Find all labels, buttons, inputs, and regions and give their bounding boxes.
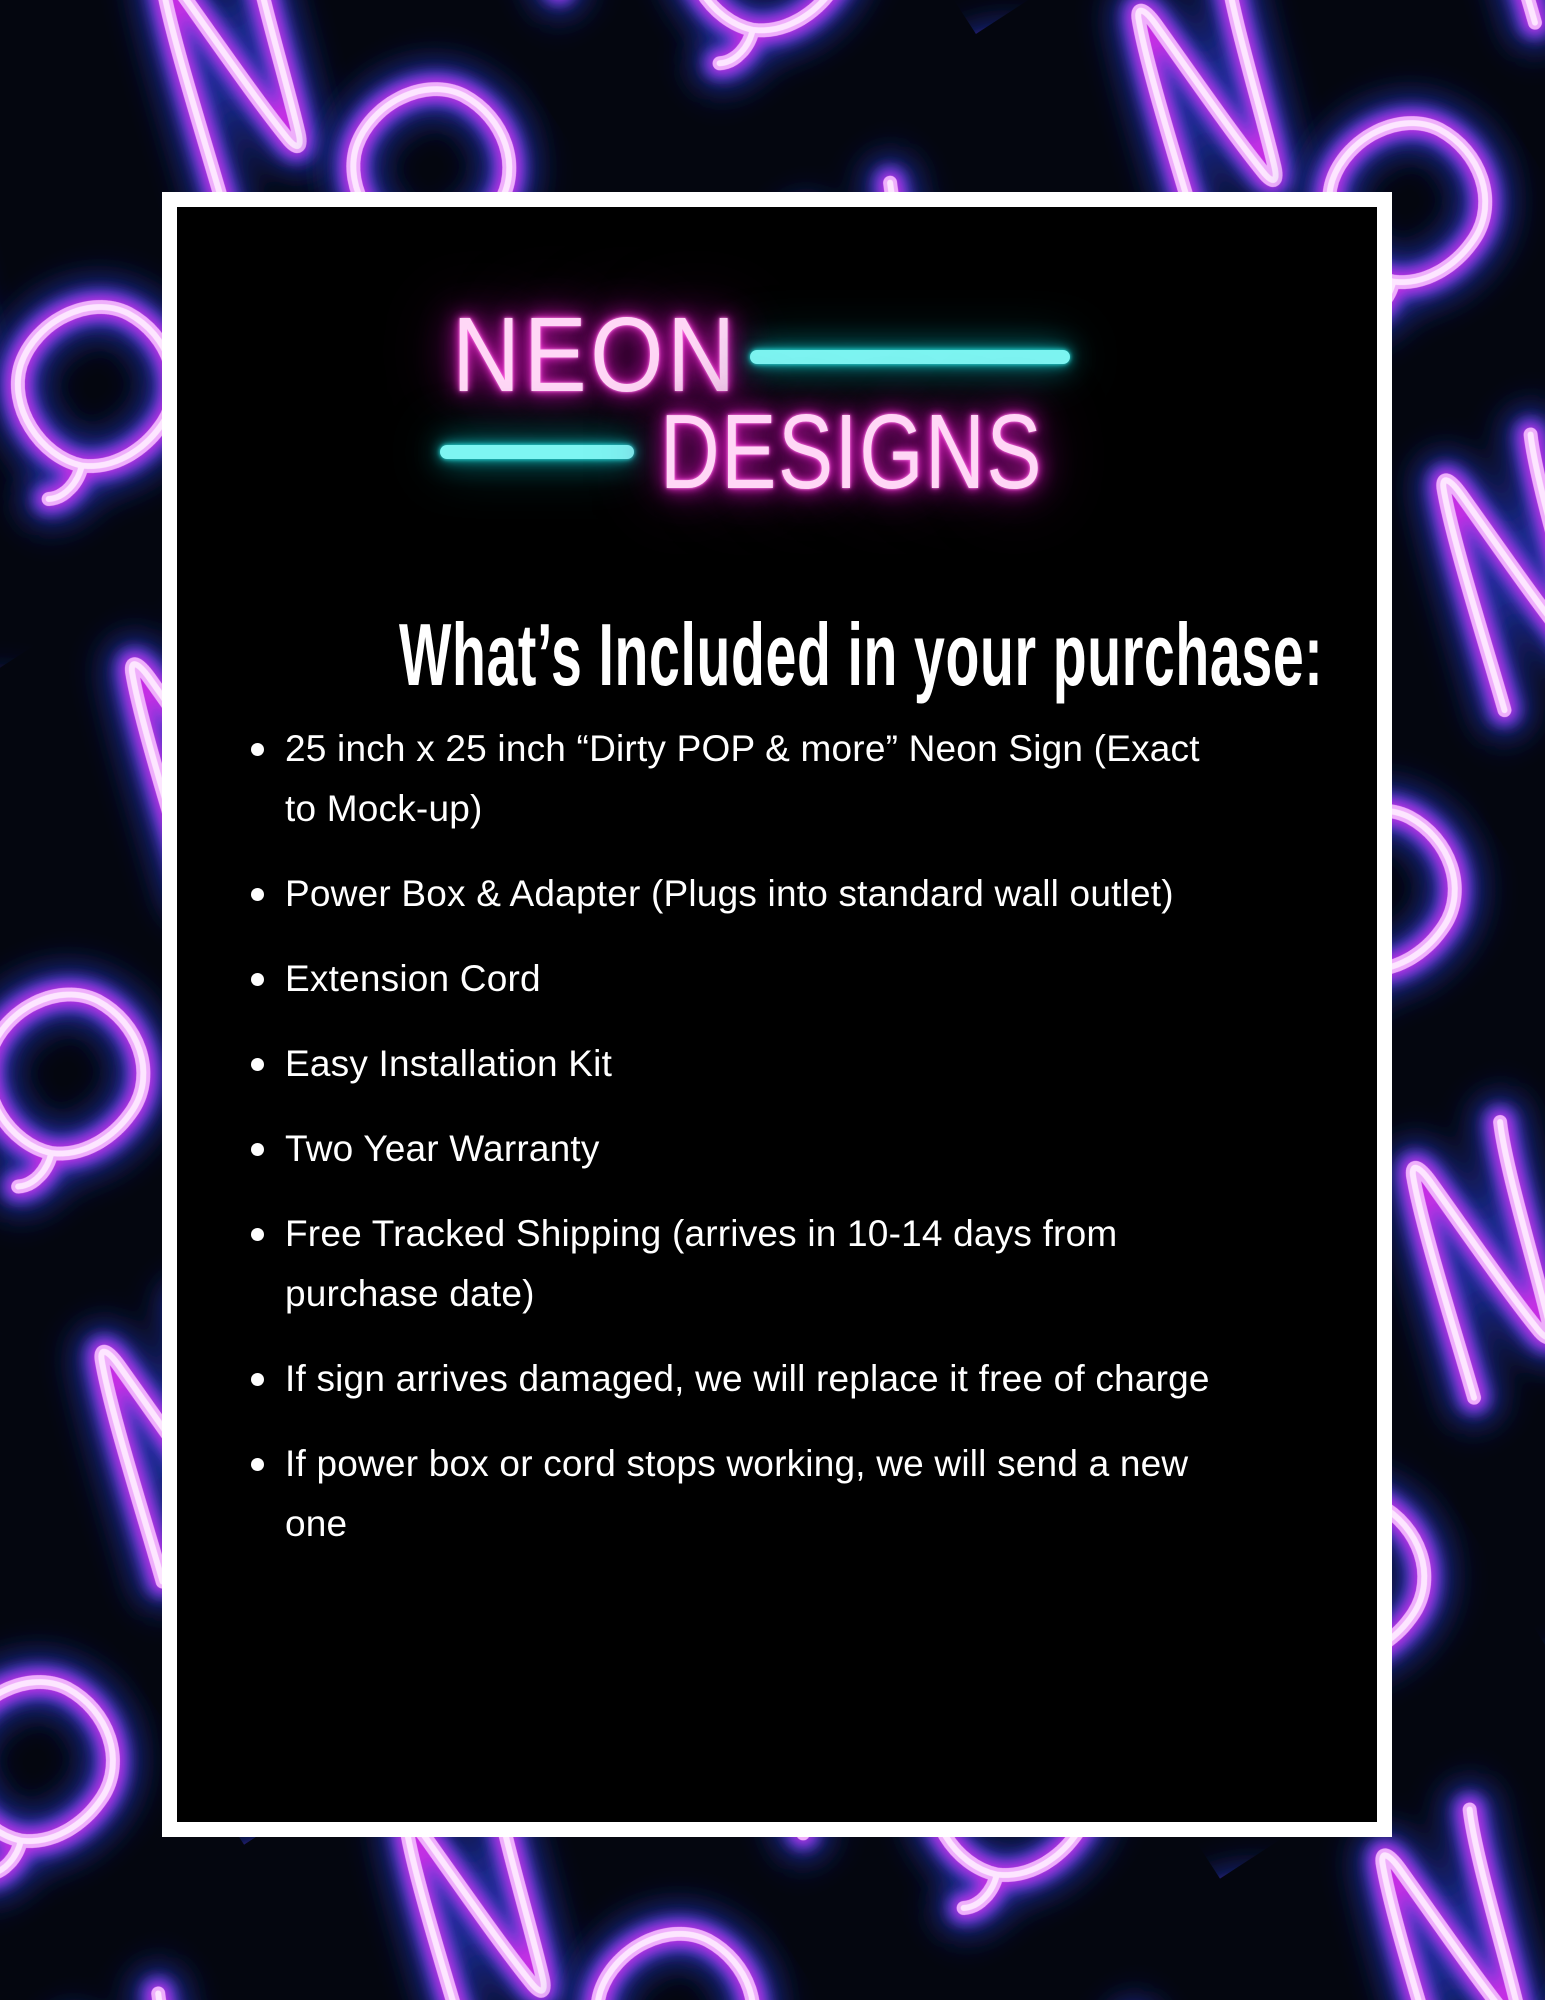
list-item <box>249 1119 1239 1179</box>
list-item-text: If sign arrives damaged, we will replace it free of charge <box>285 1358 1210 1399</box>
content-panel <box>162 192 1392 1837</box>
list-item <box>249 719 1239 839</box>
logo-word-neon: NEON <box>452 296 739 414</box>
bullet-dot-icon <box>251 888 264 901</box>
list-item <box>249 1204 1239 1324</box>
list-item-text: Power Box & Adapter (Plugs into standard wall outlet) <box>285 873 1174 914</box>
logo-word-designs: DESIGNS <box>660 393 1044 511</box>
bullet-dot-icon <box>251 1373 264 1386</box>
list-item-text: Two Year Warranty <box>285 1128 600 1169</box>
list-item-text: If power box or cord stops working, we will send a new one <box>285 1443 1189 1544</box>
bullet-dot-icon <box>251 743 264 756</box>
bullet-dot-icon <box>251 1143 264 1156</box>
list-item <box>249 949 1239 1009</box>
list-item <box>249 864 1239 924</box>
bullet-dot-icon <box>251 1458 264 1471</box>
bullet-dot-icon <box>251 973 264 986</box>
list-item-text: Free Tracked Shipping (arrives in 10-14 days from purchase date) <box>285 1213 1118 1314</box>
teal-dash-icon <box>750 350 1070 364</box>
list-item-text: Easy Installation Kit <box>285 1043 613 1084</box>
list-item-text: 25 inch x 25 inch “Dirty POP & more” Neon Sign (Exact to Mock-up) <box>285 728 1200 829</box>
list-item <box>249 1034 1239 1094</box>
page-title: What’s Included in your purchase: <box>399 605 1324 704</box>
bullet-dot-icon <box>251 1228 264 1241</box>
list-item-text: Extension Cord <box>285 958 541 999</box>
list-item <box>249 1349 1239 1409</box>
bullet-dot-icon <box>251 1058 264 1071</box>
list-item <box>249 1434 1239 1554</box>
included-list <box>249 719 1239 1579</box>
teal-dash-icon <box>440 445 634 459</box>
